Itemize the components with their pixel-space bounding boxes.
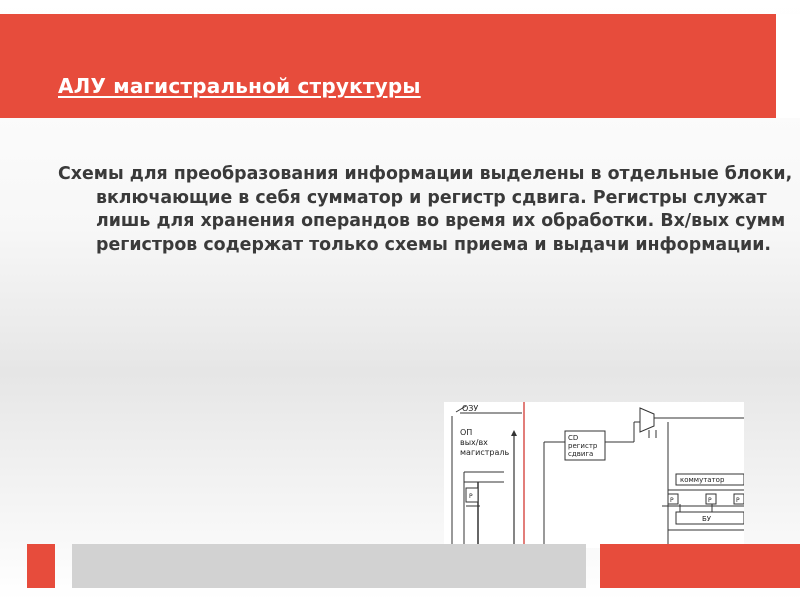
shift-register-line2: регистр	[568, 442, 598, 450]
register-2-label: Р	[708, 497, 712, 504]
control-unit-label: БУ	[702, 515, 712, 523]
slide-body-text: Схемы для преобразования информации выделены в отдельные блоки, включающие в себя сумматор и регистр сдвига. Регистры служат лишь для хранения операндов во время их обработки. Вх/вых сумм регистров содержат только схемы приема и выдачи информации.	[58, 164, 793, 255]
label-op-3: магистраль	[460, 448, 510, 457]
label-op-1: ОП	[460, 428, 473, 437]
register-3-label: Р	[736, 497, 740, 504]
alu-diagram	[444, 402, 744, 548]
alu-diagram-svg	[444, 402, 744, 548]
slide-title: АЛУ магистральной структуры	[58, 74, 421, 98]
register-1-label: Р	[670, 497, 674, 504]
label-op-2: вых/вх	[460, 438, 488, 447]
label-ozu: ОЗУ	[462, 404, 479, 413]
commutator-label: коммутатор	[680, 476, 725, 484]
shift-register-line1: СD	[568, 434, 579, 442]
footer-accent-right	[600, 544, 800, 588]
title-band	[0, 14, 776, 118]
title-band-edge	[776, 14, 800, 118]
adder-unit	[640, 408, 654, 432]
footer-accent-left	[27, 544, 55, 588]
left-register-label: Р	[469, 493, 473, 500]
footer-bar	[72, 544, 586, 588]
shift-register-line3: сдвига	[568, 450, 594, 458]
bus-arrow-up	[511, 430, 517, 436]
